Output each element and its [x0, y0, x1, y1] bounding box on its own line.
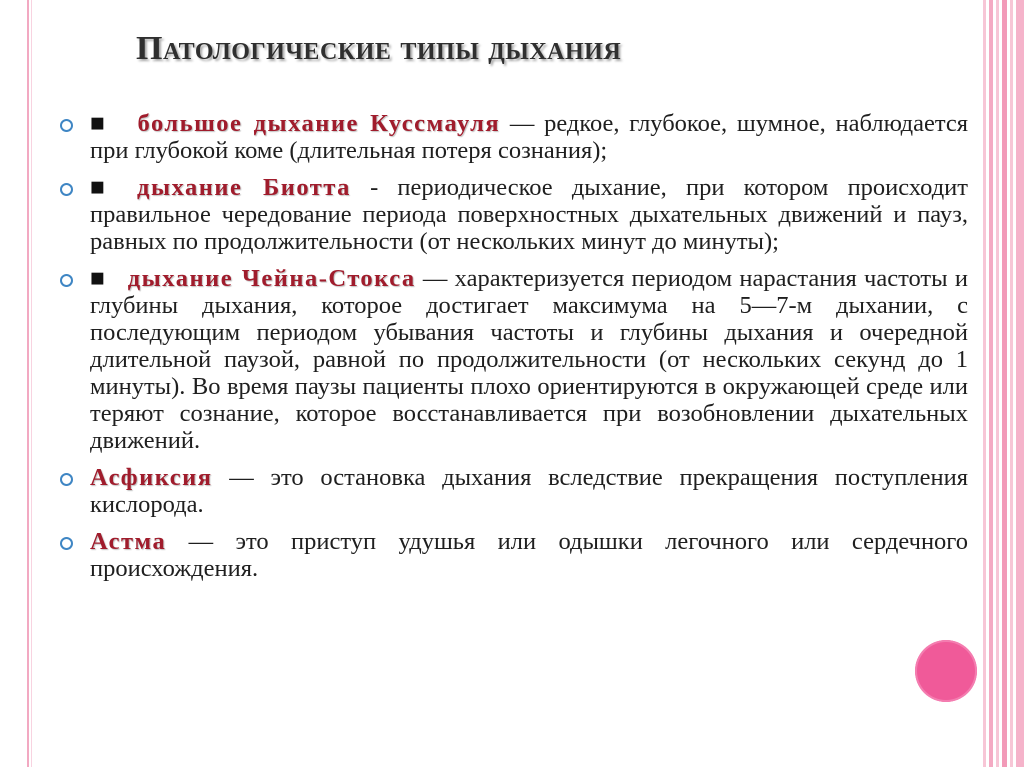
bullet-list — [58, 110, 968, 592]
item-description: — это приступ удушья или одышки легочного или сердечного происхождения. — [90, 528, 968, 582]
item-description: — редкое, глубокое, шумное, наблюдается при глубокой коме (длительная потеря сознания); — [90, 110, 968, 164]
right-stripe — [989, 0, 993, 767]
term-asphyxia: Асфиксия — [90, 464, 213, 491]
list-item-text — [90, 174, 968, 255]
square-bullet: ■ — [90, 265, 106, 292]
decorative-pink-circle — [915, 640, 977, 702]
list-item-asthma — [58, 528, 968, 582]
term-asthma: Астма — [90, 528, 167, 555]
item-description: - периодическое дыхание, при котором происходит правильное чередование периода поверхностных дыхательных движений и пауз, равных по продолжительности (от нескольких минут до минуты); — [90, 174, 968, 255]
right-stripe — [1010, 0, 1013, 767]
square-bullet: ■ — [90, 174, 118, 201]
list-item-text — [90, 528, 968, 582]
item-description: — это остановка дыхания вследствие прекращения поступления кислорода. — [90, 464, 968, 518]
circle-bullet-icon — [60, 183, 73, 196]
right-stripe — [1002, 0, 1007, 767]
list-item-cheyne-stokes — [58, 265, 968, 454]
left-frame-line — [27, 0, 29, 767]
slide-title: Патологические типы дыхания — [136, 30, 622, 67]
term-biot: дыхание Биотта — [137, 174, 351, 201]
list-item-kussmaul — [58, 110, 968, 164]
item-description: — характеризуется периодом нарастания частоты и глубины дыхания, которое достигает максимума на 5—7-м дыхании, с последующим периодом убывания частоты и глубины дыхания и очередной длительной паузой, равной по продолжительности (от нескольких секунд до 1 минуты). Во время паузы пациенты плохо ориентируются в окружающей среде или теряют сознание, которое восстанавливается при возобновлении дыхательных движений. — [90, 265, 968, 454]
right-stripe — [1016, 0, 1024, 767]
circle-bullet-icon — [60, 537, 73, 550]
list-item-text — [90, 110, 968, 164]
square-bullet: ■ — [90, 110, 109, 137]
right-stripe — [996, 0, 999, 767]
left-frame-line-light — [31, 0, 32, 767]
list-item-biot — [58, 174, 968, 255]
right-stripe — [983, 0, 986, 767]
circle-bullet-icon — [60, 274, 73, 287]
list-item-asphyxia — [58, 464, 968, 518]
list-item-text — [90, 464, 968, 518]
term-kussmaul: большое дыхание Куссмауля — [137, 110, 501, 137]
circle-bullet-icon — [60, 473, 73, 486]
list-item-text — [90, 265, 968, 454]
circle-bullet-icon — [60, 119, 73, 132]
term-cheyne-stokes: дыхание Чейна-Стокса — [127, 265, 416, 292]
